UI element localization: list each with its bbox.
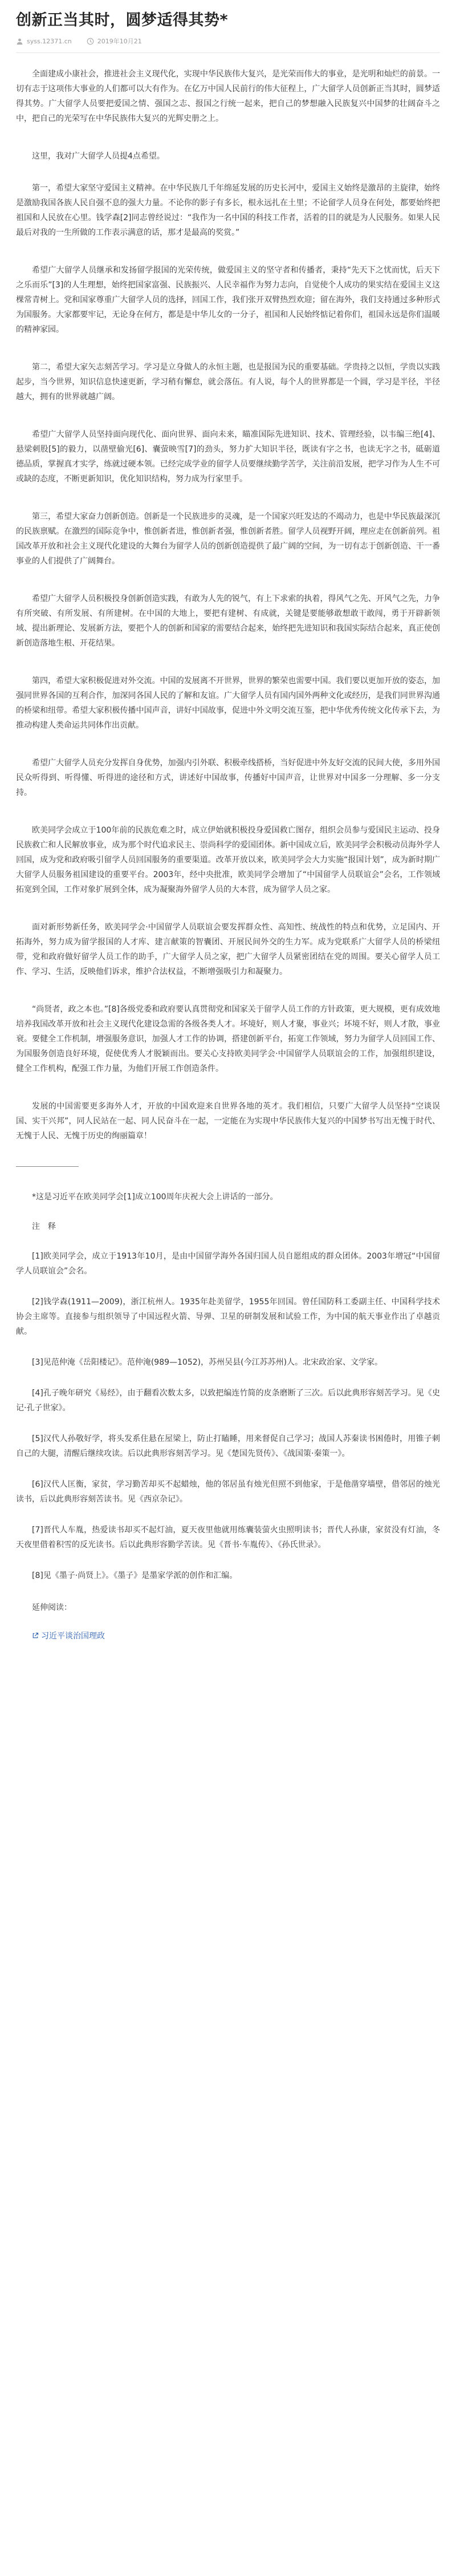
note-item: [7]晋代人车胤，热爱读书却买不起灯油，夏天夜里他就用练囊装萤火虫照明读书；晋代人孙康，家贫没有灯油，冬天夜里借着积雪的反光读书。后以此典形容勤学苦读。见《晋书·车胤传》、《孙氏世录》。	[16, 1526, 440, 1549]
note-item: [8]见《墨子·尚贤上》。《墨子》是墨家学派的创作和汇编。	[32, 1571, 238, 1580]
paragraph: 希望广大留学人员充分发挥自身优势，加强内引外联、积极牵线搭桥，当好促进中外友好交流的民间大使，多用外国民众听得到、听得懂、听得进的途径和方式，讲述好中国故事，传播好中国声音，让世界对中国多一分理解、多一分支持。	[16, 758, 440, 797]
external-link-icon	[32, 1632, 39, 1639]
article-body	[16, 67, 440, 1143]
clock-icon	[87, 38, 94, 45]
article-meta	[16, 36, 440, 46]
paragraph: 第三，希望大家奋力创新创造。创新是一个民族进步的灵魂，是一个国家兴旺发达的不竭动力，也是中华民族最深沉的民族禀赋。在激烈的国际竞争中，惟创新者进，惟创新者强，惟创新者胜。留学人员视野开阔，理应走在创新前列。祖国改革开放和社会主义现代化建设的大舞台为留学人员的创新创造提供了最广阔的空间，为一切有志于创新创造、干一番事业的人们提供了广阔舞台。	[16, 512, 440, 566]
footnote-intro: *这是习近平在欧美同学会[1]成立100周年庆祝大会上讲话的一部分。	[32, 1192, 278, 1202]
paragraph: 面对新形势新任务，欧美同学会·中国留学人员联谊会要发挥群众性、高知性、统战性的特点和优势，立足国内、开拓海外，努力成为留学报国的人才库、建言献策的智囊团、开展民间外交的生力军。成为党联系广大留学人员的桥梁纽带，党和政府做好留学人员工作的助手，广大留学人员之家，把广大留学人员紧密团结在党的周围。要关心留学人员工作、学习、生活，反映他们诉求，维护合法权益，不断增强吸引力和凝聚力。	[16, 923, 440, 976]
note-item: [6]汉代人匡衡，家贫，学习勤苦却买不起蜡烛，他的邻居虽有烛光但照不到他家，于是他凿穿墙壁，借邻居的烛光读书，后以此典形容刻苦读书。见《西京杂记》。	[16, 1480, 440, 1504]
paragraph: 欧美同学会成立于100年前的民族危难之时，成立伊始就积极投身爱国救亡图存，组织会员参与爱国民主运动、投身民族救亡和人民解放事业，成为那个时代追求民主、崇尚科学的爱国团体。新中国成立后，欧美同学会积极动员海外学人回国，成为党和政府吸引留学人员回国服务的重要渠道。改革开放以来，欧美同学会大力实施“报国计划”，成为新时期广大留学人员服务祖国建设的重要平台。2003年，经中央批准，欧美同学会增加了“中国留学人员联谊会”会名，工作领域拓宽到全国，工作对象扩展到全体，成为凝聚海外留学人员的大本营，成为留学人员之家。	[16, 826, 440, 894]
paragraph: 第四，希望大家积极促进对外交流。中国的发展离不开世界，世界的繁荣也需要中国。我们要以更加开放的姿态，加强同世界各国的互利合作，加深同各国人民的了解和友谊。广大留学人员有国内国外两种文化或经历，是我们同世界沟通的桥梁和纽带。希望大家积极传播中国声音，讲好中国故事，促进中外文明交流互鉴，把中华优秀传统文化传承下去，为推动构建人类命运共同体作出贡献。	[16, 676, 440, 730]
note-item: [2]钱学森(1911—2009)，浙江杭州人。1935年赴美留学，1955年回国。曾任国防科工委副主任、中国科学技术协会主席等。直接参与组织领导了中国远程火箭、导弹、卫星的研制发展和试验工作，为中国的航天事业作出了卓越贡献。	[16, 1297, 440, 1336]
author-meta	[16, 38, 72, 45]
paragraph: 第二，希望大家矢志刻苦学习。学习是立身做人的永恒主题，也是报国为民的重要基础。学贵持之以恒，学贵以实践起步，当今世界，知识信息快速更新，学习稍有懈怠，就会落伍。有人说，每个人的世界都是一个圆，学习是半径，半径越大，拥有的世界就越广阔。	[16, 363, 440, 401]
user-icon	[16, 38, 23, 45]
date-meta	[87, 36, 142, 46]
date-text: 2019年10月21	[97, 38, 142, 45]
notes-divider	[16, 1166, 79, 1167]
note-item: [4]孔子晚年研究《易经》，由于翻看次数太多，以致把编连竹简的皮条磨断了三次。后以此典形容刻苦学习。见《史记·孔子世家》。	[16, 1389, 440, 1413]
extended-reading-link[interactable]	[32, 1630, 105, 1641]
notes-section	[16, 1166, 440, 1641]
paragraph: 希望广大留学人员继承和发扬留学报国的光荣传统，做爱国主义的坚守者和传播者，秉持“先天下之忧而忧，后天下之乐而乐”[3]的人生理想，始终把国家富强、民族振兴、人民幸福作为努力志向，自觉使个人成功的果实结在爱国主义这棵常青树上。党和国家尊重广大留学人员的选择，回国工作，我们张开双臂热烈欢迎；留在海外，我们支持通过多种形式为国服务。大家都要牢记，无论身在何方，都是是中华儿女的一分子，祖国和人民始终惦记着你们，祖国永远是你们温暖的精神家园。	[16, 266, 440, 334]
extended-reading-label: 延伸阅读：	[32, 1603, 72, 1612]
paragraph: “尚贤者，政之本也。”[8]各级党委和政府要认真贯彻党和国家关于留学人员工作的方针政策，更大规模，更有成效地培养我国改革开放和社会主义现代化建设急需的各级各类人才。坏境好，则人才聚，事业兴；坏境不好，则人才散，事业衰。要健全工作机制，增强服务意识，加强人才工作的协调，搭建创新平台，拓宽工作领域，努力为留学人员回国工作、为国服务创造良好环境，促使优秀人才脱颖而出。要关心支持欧美同学会·中国留学人员联谊会的工作，加强组织建设，健全工作机构，配强工作力量，为他们开展工作创造条件。	[16, 1005, 440, 1073]
title-divider	[16, 52, 440, 53]
paragraph: 这里，我对广大留学人员提4点希望。	[32, 152, 165, 161]
author-text: syss.12371.cn	[27, 37, 72, 45]
note-item: [1]欧美同学会，成立于1913年10月，是由中国留学海外各国归国人员自愿组成的群众团体。2003年增冠“中国留学人员联谊会”会名。	[16, 1252, 440, 1276]
note-item: [3]见范仲淹《岳阳楼记》。范仲淹(989—1052)，苏州吴县(今江苏苏州)人。北宋政治家、文学家。	[32, 1358, 383, 1367]
paragraph: 全面建成小康社会，推进社会主义现代化，实现中华民族伟大复兴，是光荣而伟大的事业，是光明和灿烂的前景。一切有志于这项伟大事业的人们都可以大有作为。在亿万中国人民前行的伟大征程上，广大留学人员创新正当其时，圆梦适得其势。广大留学人员要把爱国之情、强国之志、报国之行统一起来，把自己的梦想融入民族复兴中国梦的壮阔奋斗之中，把自己的光荣写在中华民族伟大复兴的光辉史册之上。	[16, 70, 440, 123]
paragraph: 希望广大留学人员积极投身创新创造实践，有敢为人先的锐气，有上下求索的执着，得风气之先、开风气之先，力争有所突破、有所发展、有所建树。在中国的大地上，要把有建树、有成就，关键是要能够敢想敢干敢闯，勇于开辟新领域、提出新理论、发展新方法，要把个人的创新和国家的需要结合起来，始终把先进知识和我国实际结合起来，真正使创新创造落地生根、开花结果。	[16, 594, 440, 648]
paragraph: 第一，希望大家坚守爱国主义精神。在中华民族几千年绵延发展的历史长河中，爱国主义始终是激昂的主旋律，始终是激励我国各族人民自强不息的强大力量。不论你的影子有多长，根永远扎在土里；不论留学人员身在何处，都要始终把祖国和人民放在心里。钱学森[2]同志曾经说过：“我作为一名中国的科技工作者，活着的目的就是为人民服务。如果人民最后对我的一生所做的工作表示满意的话，那才是最高的奖赏。”	[16, 184, 440, 237]
notes-title: 注 释	[32, 1222, 56, 1231]
article-title: 创新正当其时，圆梦适得其势*	[16, 11, 229, 29]
note-item: [5]汉代人孙敬好学，将头发系住悬在屋梁上，防止打瞌睡，用来督促自己学习；战国人苏秦读书困倦时，用锥子刺自己的大腿，清醒后继续攻读。后以此典形容刻苦学习。见《楚国先贤传》、《战国策·秦策一》。	[16, 1434, 440, 1458]
paragraph: 希望广大留学人员坚持面向现代化、面向世界、面向未来，瞄准国际先进知识、技术、管理经验，以韦编三绝[4]、悬梁刺股[5]的毅力，以凿壁偷光[6]、囊萤映雪[7]的劲头，努力扩大知识半径，既读有字之书，也读无字之书，砥砺道德品质，掌握真才实学，练就过硬本领。已经完成学业的留学人员要继续勤学苦学，关注前沿发展，把学习作为人生不可或缺的态度，不断更新知识，优化知识结构，努力成为行家里手。	[16, 430, 440, 484]
paragraph: 发展的中国需要更多海外人才，开放的中国欢迎来自世界各地的英才。我们相信，只要广大留学人员坚持“空谈误国、实干兴邦”，同人民站在一起、同人民奋斗在一起，一定能在为实现中华民族伟大复兴的中国梦书写出无愧于时代、无愧于人民、无愧于历史的绚丽篇章！	[16, 1102, 440, 1141]
extended-reading-link-text: 习近平谈治国理政	[41, 1632, 105, 1641]
